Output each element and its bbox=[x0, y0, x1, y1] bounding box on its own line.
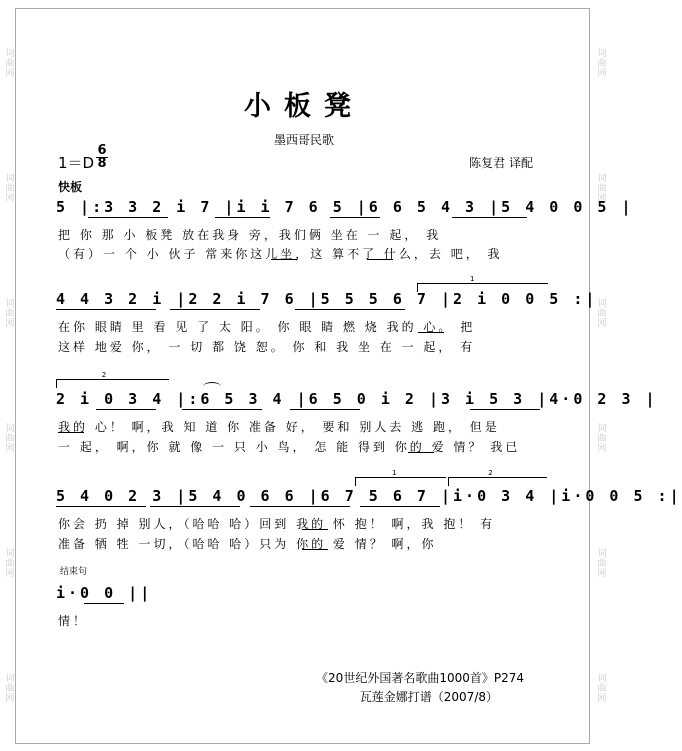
song-title: 小板凳 bbox=[244, 91, 364, 122]
beam-line bbox=[84, 603, 124, 604]
watermark-text: 词曲网 bbox=[595, 297, 606, 328]
key-signature: 1＝D bbox=[58, 154, 95, 172]
tempo-marking: 快板 bbox=[58, 180, 83, 194]
lyric-line-3b: 一 起， 啊，你 就 像 一 只 小 鸟， 怎 能 得到 你的 爱 情？ 我已 bbox=[58, 440, 521, 454]
beam-line bbox=[330, 217, 380, 218]
lyric-line-3a: 我的 心！ 啊，我 知 道 你 准备 好， 要和 别人去 逃 跑， 但是 bbox=[58, 420, 500, 434]
beam-line bbox=[96, 409, 156, 410]
watermark-text: 词曲网 bbox=[595, 172, 606, 203]
notation-line-2: 4 4 3 2 i |2 2 i 7 6 |5 5 5 6 7 |2 i 0 0 5 :| bbox=[56, 290, 598, 308]
watermark-text: 词曲网 bbox=[595, 548, 606, 579]
lyric-underline bbox=[418, 332, 444, 333]
lyric-underline bbox=[408, 452, 434, 453]
transcriber-credit: 瓦莲金娜打谱（2007/8） bbox=[359, 690, 498, 704]
beam-line bbox=[360, 506, 440, 507]
volta-number: 1 bbox=[470, 275, 475, 283]
beam-line bbox=[290, 409, 360, 410]
watermark-text: 词曲网 bbox=[595, 673, 606, 704]
volta-number: 1 bbox=[392, 469, 397, 477]
watermark-text: 词曲网 bbox=[595, 47, 606, 78]
volta-bracket-1 bbox=[355, 469, 446, 486]
lyric-line-2a: 在你 眼睛 里 看 见 了 太 阳。 你 眼 睛 燃 烧 我的 心。 把 bbox=[58, 320, 476, 334]
volta-number: 2 bbox=[488, 469, 493, 477]
beam-line bbox=[56, 309, 156, 310]
beam-line bbox=[295, 309, 405, 310]
lyric-line-2b: 这样 地爱 你， 一 切 都 饶 恕。 你 和 我 坐 在 一 起， 有 bbox=[58, 340, 476, 354]
ending-label: 结束句 bbox=[60, 567, 88, 577]
lyric-line-1b: （有）一 个 小 伙子 常来你这儿坐，这 算不了 什么，去 吧， 我 bbox=[58, 247, 503, 261]
beam-line bbox=[452, 217, 527, 218]
lyric-underline bbox=[271, 259, 297, 260]
beam-line bbox=[215, 217, 270, 218]
beam-line bbox=[150, 506, 240, 507]
beam-line bbox=[88, 217, 168, 218]
notation-line-3: 2 i 0 3 4 |:6 5 3 4 |6 5 0 i 2 |3 i 5 3 |4·0 2 3 | bbox=[56, 390, 658, 408]
beam-line bbox=[56, 506, 146, 507]
time-denominator: 8 bbox=[97, 156, 107, 171]
notation-line-1: 5 |:3 3 2 i 7 |i i 7 6 5 |6 6 5 4 3 |5 4 0 0 5 | bbox=[56, 198, 634, 216]
lyric-line-4b: 准备 牺 牲 一切，（哈哈 哈）只为 你的 爱 情？ 啊，你 bbox=[58, 537, 437, 551]
time-signature bbox=[96, 145, 108, 170]
lyric-line-4a: 你会 扔 掉 别人，（哈哈 哈）回到 我的 怀 抱！ 啊，我 抱！ 有 bbox=[58, 517, 496, 531]
beam-line bbox=[250, 506, 350, 507]
lyric-underline bbox=[302, 529, 328, 530]
lyric-underline bbox=[367, 259, 393, 260]
watermark-text: 词曲网 bbox=[595, 423, 606, 454]
beam-line bbox=[470, 409, 540, 410]
beam-line bbox=[182, 409, 262, 410]
watermark-text: 词曲网 bbox=[3, 673, 14, 704]
time-numerator: 6 bbox=[97, 143, 107, 158]
watermark-text: 词曲网 bbox=[3, 172, 14, 203]
ending-lyric: 情！ bbox=[58, 614, 89, 628]
watermark-text: 词曲网 bbox=[3, 423, 14, 454]
volta-number: 2 bbox=[101, 371, 107, 379]
song-origin: 墨西哥民歌 bbox=[273, 133, 334, 147]
ending-notation: i·0 0 || bbox=[56, 584, 153, 602]
arranger-credit: 陈复君 译配 bbox=[469, 156, 533, 170]
source-citation: 《20世纪外国著名歌曲1000首》P274 bbox=[316, 671, 524, 685]
notation-line-4: 5 4 0 2 3 |5 4 0 6 6 |6 7 5 6 7 |i·0 3 4 |i·0 0 5 :| bbox=[56, 487, 682, 505]
watermark-text: 词曲网 bbox=[3, 548, 14, 579]
lyric-underline bbox=[58, 432, 84, 433]
lyric-underline bbox=[302, 549, 328, 550]
volta-bracket-2 bbox=[448, 469, 547, 486]
watermark-text: 词曲网 bbox=[3, 47, 14, 78]
lyric-line-1a: 把 你 那 小 板凳 放在我身 旁，我们俩 坐在 一 起， 我 bbox=[58, 228, 442, 242]
watermark-text: 词曲网 bbox=[3, 297, 14, 328]
beam-line bbox=[170, 309, 260, 310]
volta-bracket-2 bbox=[56, 371, 169, 388]
